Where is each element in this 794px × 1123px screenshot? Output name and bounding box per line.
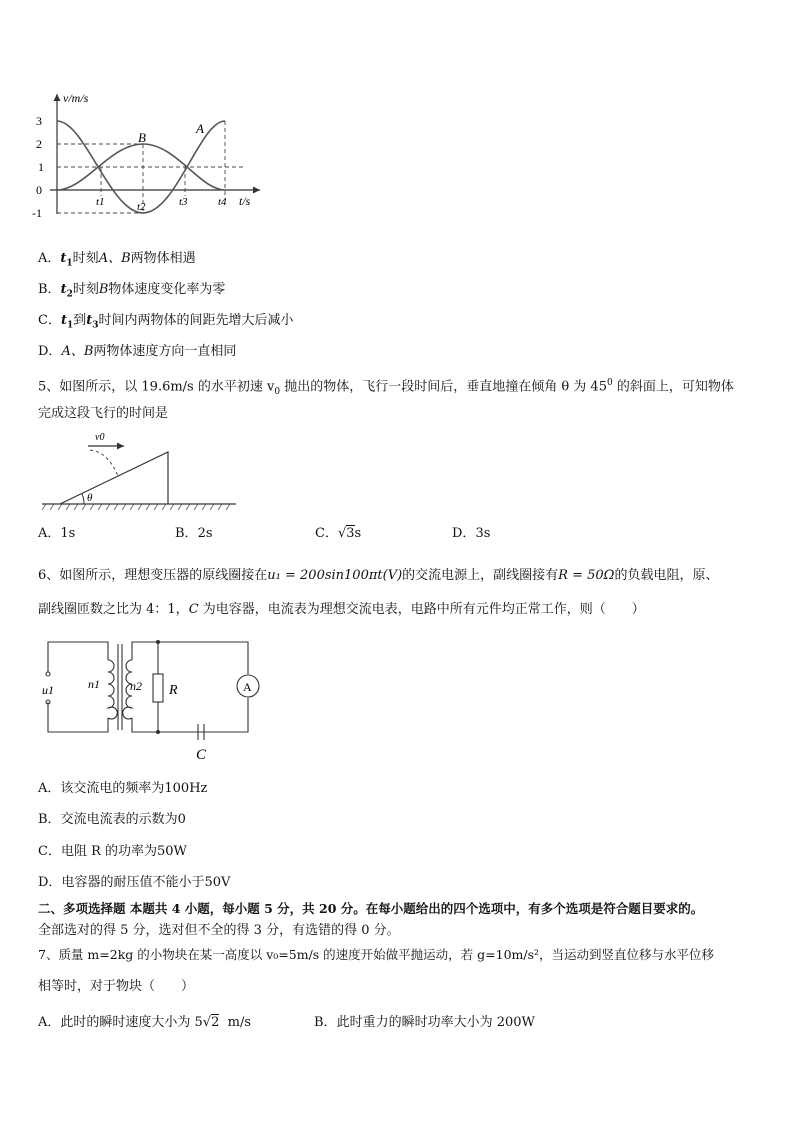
q5-incline-figure — [38, 428, 238, 514]
q4-option-c: C．$t_1$到$t_3$时间内两物体的间距先增大后减小 — [38, 313, 294, 331]
v0-label: v0 — [95, 432, 105, 443]
q6-option-a: A．该交流电的频率为100Hz — [38, 781, 208, 796]
q6-stem-line2: 副线圈匝数之比为 4：1，C 为电容器，电流表为理想交流电表，电路中所有元件均正常工作，则（ ） — [38, 602, 645, 617]
y-tick-neg1: -1 — [32, 206, 42, 220]
q4-option-d: D．A、B两物体速度方向一直相同 — [38, 344, 237, 359]
curve-label-a: A — [196, 121, 204, 136]
theta-label: θ — [87, 492, 93, 504]
q5-option-a: A．1s — [38, 526, 76, 541]
x-tick-t2: t2 — [137, 201, 146, 213]
label-n2: n2 — [130, 679, 142, 693]
curve-label-b: B — [138, 130, 146, 145]
label-ammeter: A — [243, 680, 252, 694]
y-tick-1: 1 — [38, 160, 44, 174]
y-tick-3: 3 — [36, 114, 42, 128]
q6-option-c: C．电阻 R 的功率为50W — [38, 844, 187, 859]
q5-option-c: C．√3s — [315, 526, 362, 541]
velocity-time-graph — [30, 86, 275, 226]
label-c: C — [196, 747, 207, 763]
q5-stem-line1: 5、如图所示，以 19.6m/s 的水平初速 $v_0$ 抛出的物体，飞行一段时间后，垂直地撞在倾角 θ 为 $45^0$ 的斜面上，可知物体 — [38, 378, 734, 397]
q4-option-b: B．$t_2$时刻B物体速度变化率为零 — [38, 282, 226, 300]
trajectory — [90, 450, 118, 476]
q5-option-b: B．2s — [175, 526, 213, 541]
q6-circuit-diagram — [38, 632, 268, 767]
x-axis-label: t/s — [239, 194, 251, 208]
label-u1: u1 — [42, 683, 54, 697]
q6-stem-line1: 6、如图所示，理想变压器的原线圈接在u₁ = 200sin100πt(V)的交流电源上，副线圈接有R = 50Ω的负载电阻，原、 — [38, 568, 719, 583]
x-tick-t1: t1 — [96, 196, 105, 208]
terminal-top — [46, 672, 50, 676]
q7-option-b: B．此时重力的瞬时功率大小为 200W — [314, 1015, 535, 1030]
q6-option-d: D．电容器的耐压值不能小于50V — [38, 875, 231, 890]
q4-option-a: A．$t_1$时刻A、B两物体相遇 — [38, 251, 196, 269]
y-tick-0: 0 — [36, 183, 42, 197]
x-tick-t4: t4 — [218, 196, 227, 208]
y-tick-2: 2 — [36, 137, 42, 151]
resistor — [153, 674, 163, 702]
ground-hatching — [42, 504, 230, 510]
x-tick-t3: t3 — [179, 196, 188, 208]
q6-option-b: B．交流电流表的示数为0 — [38, 812, 186, 827]
section2-instructions-line2: 全部选对的得 5 分，选对但不全的得 3 分，有选错的得 0 分。 — [38, 923, 400, 938]
q5-option-d: D．3s — [452, 526, 491, 541]
y-axis-label: v/m/s — [63, 91, 89, 105]
q7-option-a: A．此时的瞬时速度大小为 5√2 m/s — [38, 1015, 252, 1030]
q5-stem-line2: 完成这段飞行的时间是 — [38, 406, 169, 421]
label-n1: n1 — [88, 677, 100, 691]
q7-stem-line1: 7、质量 m=2kg 的小物块在某一高度以 v₀=5m/s 的速度开始做平抛运动，若 g=10m/s²，当运动到竖直位移与水平位移 — [38, 947, 715, 962]
primary-coil — [108, 660, 117, 719]
label-r: R — [169, 683, 178, 698]
incline — [60, 452, 168, 504]
q7-stem-line2: 相等时，对于物块（ ） — [38, 979, 195, 994]
section2-instructions-line1: 二、多项选择题 本题共 4 小题，每小题 5 分，共 20 分。在每小题给出的四个选项中，有多个选项是符合题目要求的。 — [38, 901, 704, 916]
theta-arc — [82, 494, 84, 504]
